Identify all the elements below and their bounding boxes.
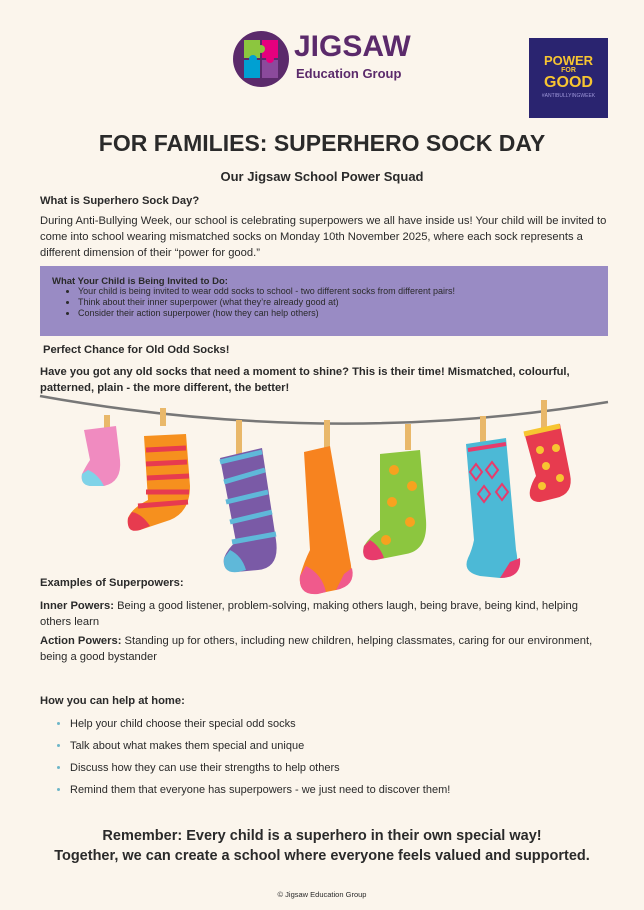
- list-item: • Remind them that everyone has superpowers - we just need to discover them!: [70, 779, 450, 801]
- list-item: • Help your child choose their special odd socks: [70, 713, 450, 735]
- remember-message: [0, 826, 644, 866]
- perfect-heading: Perfect Chance for Old Odd Socks!: [43, 344, 230, 356]
- page-title: FOR FAMILIES: SUPERHERO SOCK DAY: [98, 130, 546, 156]
- invited-list: [62, 286, 455, 319]
- perfect-body: Have you got any old socks that need a moment to shine? This is their time! Mismatched, colourful, patterned, plain - the more different, the better!: [40, 366, 570, 394]
- badge-line2: FOR: [561, 67, 576, 74]
- sock-red-icon: [524, 400, 571, 502]
- what-body: During Anti-Bullying Week, our school is celebrating superpowers we all have inside us! Your child will be invited to come into school wearing mismatched socks on Monday 10th November 2025, where each sock represents a different dimension of their “power for good.”: [40, 215, 607, 259]
- help-list: [53, 713, 450, 801]
- list-item: • Talk about what makes them special and unique: [70, 735, 450, 757]
- sock-plain-orange-icon: [300, 420, 353, 594]
- logo-subtitle: Education Group: [296, 66, 402, 81]
- examples-heading: Examples of Superpowers:: [40, 577, 184, 589]
- list-item: • Consider their action superpower (how they can help others): [78, 308, 455, 319]
- remember-line1: Remember: Every child is a superhero in their own special way!: [102, 828, 542, 844]
- help-heading: How you can help at home:: [40, 695, 185, 707]
- what-heading: What is Superhero Sock Day?: [40, 195, 200, 207]
- sock-pink-icon: [82, 415, 121, 486]
- jigsaw-logo: [232, 28, 422, 92]
- action-powers: [40, 633, 610, 665]
- jigsaw-puzzle-icon: [232, 28, 290, 90]
- badge-line3: GOOD: [544, 74, 593, 91]
- sock-purple-icon: [220, 420, 277, 572]
- action-powers-text: Standing up for others, including new children, helping classmates, caring for our environment, being a good bystander: [40, 635, 593, 663]
- remember-line2: Together, we can create a school where everyone feels valued and supported.: [54, 848, 590, 864]
- sock-green-icon: [363, 424, 426, 560]
- inner-powers: [40, 598, 610, 630]
- badge-hashtag: #ANTIBULLYINGWEEK: [541, 93, 596, 99]
- footer-copyright: © Jigsaw Education Group: [277, 890, 367, 899]
- sock-orange-icon: [128, 408, 190, 531]
- sock-blue-icon: [466, 416, 520, 578]
- socks-clothesline-illustration: [0, 390, 644, 600]
- inner-powers-label: Inner Powers:: [40, 600, 114, 612]
- page-subtitle: Our Jigsaw School Power Squad: [220, 169, 424, 184]
- badge-line1: POWER: [543, 53, 594, 68]
- list-item: • Your child is being invited to wear odd socks to school - two different socks from different pairs!: [78, 286, 455, 297]
- power-for-good-badge: [529, 38, 608, 118]
- list-item: • Think about their inner superpower (what they’re already good at): [78, 297, 455, 308]
- invited-box: [40, 266, 608, 336]
- action-powers-label: Action Powers:: [40, 635, 122, 647]
- logo-name: JIGSAW: [294, 30, 411, 63]
- invited-heading: What Your Child is Being Invited to Do:: [52, 276, 228, 287]
- inner-powers-text: Being a good listener, problem-solving, making others laugh, being brave, being kind, helping others learn: [40, 600, 578, 628]
- list-item: • Discuss how they can use their strengths to help others: [70, 757, 450, 779]
